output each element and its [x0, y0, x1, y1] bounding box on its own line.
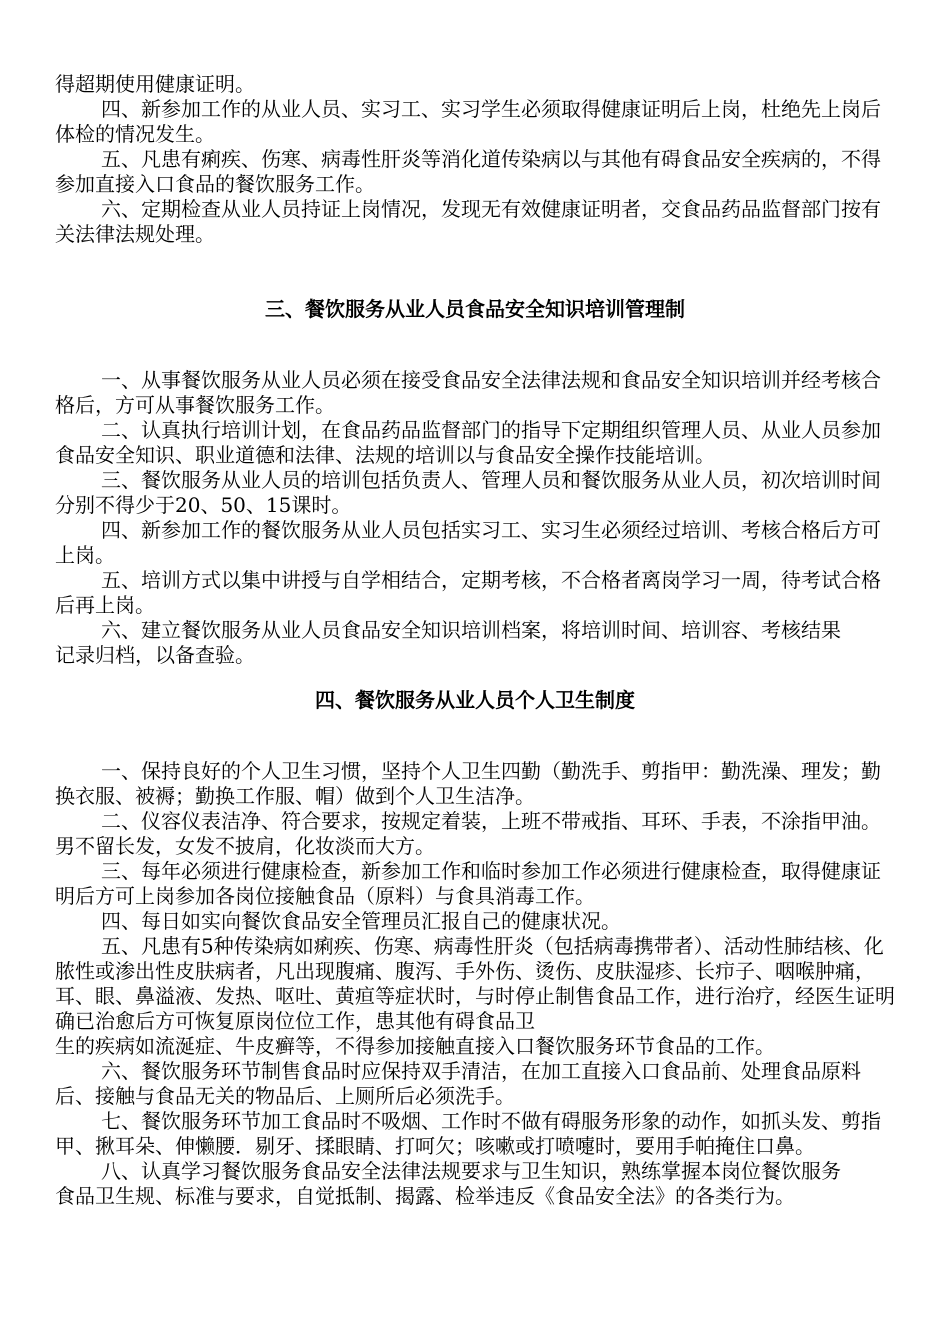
- paragraph: 三、餐饮服务从业人员的培训包括负责人、管理人员和餐饮服务从业人员，初次培训时间分别不得少于20、50、15课时。: [55, 468, 881, 517]
- section-heading: 四、餐饮服务从业人员个人卫生制度: [315, 688, 635, 712]
- section3-body: [55, 368, 895, 668]
- paragraph: 四、新参加工作的从业人员、实习工、实习学生必须取得健康证明后上岗，杜绝先上岗后体检的情况发生。: [55, 97, 881, 146]
- paragraph: 四、每日如实向餐饮食品安全管理员汇报自己的健康状况。: [101, 909, 621, 933]
- paragraph: 七、餐饮服务环节加工食品时不吸烟、工作时不做有碍服务形象的动作，如抓头发、剪指甲、揪耳朵、伸懒腰．剔牙、揉眼睛、打呵欠；咳嗽或打喷嚏时，要用手帕掩住口鼻。: [55, 1109, 881, 1158]
- section4-body: [55, 759, 895, 1209]
- paragraph: 八、认真学习餐饮服务食品安全法律法规要求与卫生知识，熟练掌握本岗位餐饮服务食品卫生规、标准与要求，自觉抵制、揭露、检举违反《食品安全法》的各类行为。: [55, 1159, 841, 1208]
- paragraph: 三、每年必须进行健康检查，新参加工作和临时参加工作必须进行健康检查，取得健康证明后方可上岗参加各岗位接触食品（原料）与食具消毒工作。: [55, 859, 881, 908]
- section-heading: 三、餐饮服务从业人员食品安全知识培训管理制: [265, 297, 685, 321]
- paragraph: 六、定期检查从业人员持证上岗情况，发现无有效健康证明者，交食品药品监督部门按有关法律法规处理。: [55, 197, 881, 246]
- paragraph: 二、仪容仪表洁净、符合要求，按规定着装，上班不带戒指、耳环、手表，不涂指甲油。男不留长发，女发不披肩，化妆淡而大方。: [55, 809, 881, 858]
- paragraph: 一、保持良好的个人卫生习惯，坚持个人卫生四勤（勤洗手、剪指甲：勤洗澡、理发；勤换衣服、被褥；勤换工作服、帽）做到个人卫生洁净。: [55, 759, 881, 808]
- paragraph: 二、认真执行培训计划，在食品药品监督部门的指导下定期组织管理人员、从业人员参加食品安全知识、职业道德和法律、法规的培训以与食品安全操作技能培训。: [55, 418, 881, 467]
- paragraph: 得超期使用健康证明。: [55, 72, 255, 96]
- paragraph: 生的疾病如流涎症、牛皮癣等，不得参加接触直接入口餐饮服务环节食品的工作。: [55, 1034, 775, 1058]
- paragraph: 五、凡患有5种传染病如痢疾、伤寒、病毒性肝炎（包括病毒携带者）、活动性肺结核、化脓性或渗出性皮肤病者，凡出现腹痛、腹泻、手外伤、烫伤、皮肤湿疹、长疖子、咽喉肿痛，耳、眼、鼻溢液、发热、呕吐、黄疸等症状时，与时停止制售食品工作，进行治疗，经医生证明确已治愈后方可恢复原岗位位工作，患其他有碍食品卫: [55, 934, 895, 1033]
- paragraph: 五、凡患有痢疾、伤寒、病毒性肝炎等消化道传染病以与其他有碍食品安全疾病的，不得参加直接入口食品的餐饮服务工作。: [55, 147, 881, 196]
- section2-continuation: [55, 72, 895, 247]
- paragraph: 一、从事餐饮服务从业人员必须在接受食品安全法律法规和食品安全知识培训并经考核合格后，方可从事餐饮服务工作。: [55, 368, 881, 417]
- paragraph: 四、新参加工作的餐饮服务从业人员包括实习工、实习生必须经过培训、考核合格后方可上岗。: [55, 518, 881, 567]
- paragraph: 六、建立餐饮服务从业人员食品安全知识培训档案，将培训时间、培训容、考核结果记录归档，以备查验。: [55, 618, 841, 667]
- paragraph: 六、餐饮服务环节制售食品时应保持双手清洁，在加工直接入口食品前、处理食品原料后、接触与食品无关的物品后、上厕所后必须洗手。: [55, 1059, 861, 1108]
- paragraph: 五、培训方式以集中讲授与自学相结合，定期考核，不合格者离岗学习一周，待考试合格后再上岗。: [55, 568, 881, 617]
